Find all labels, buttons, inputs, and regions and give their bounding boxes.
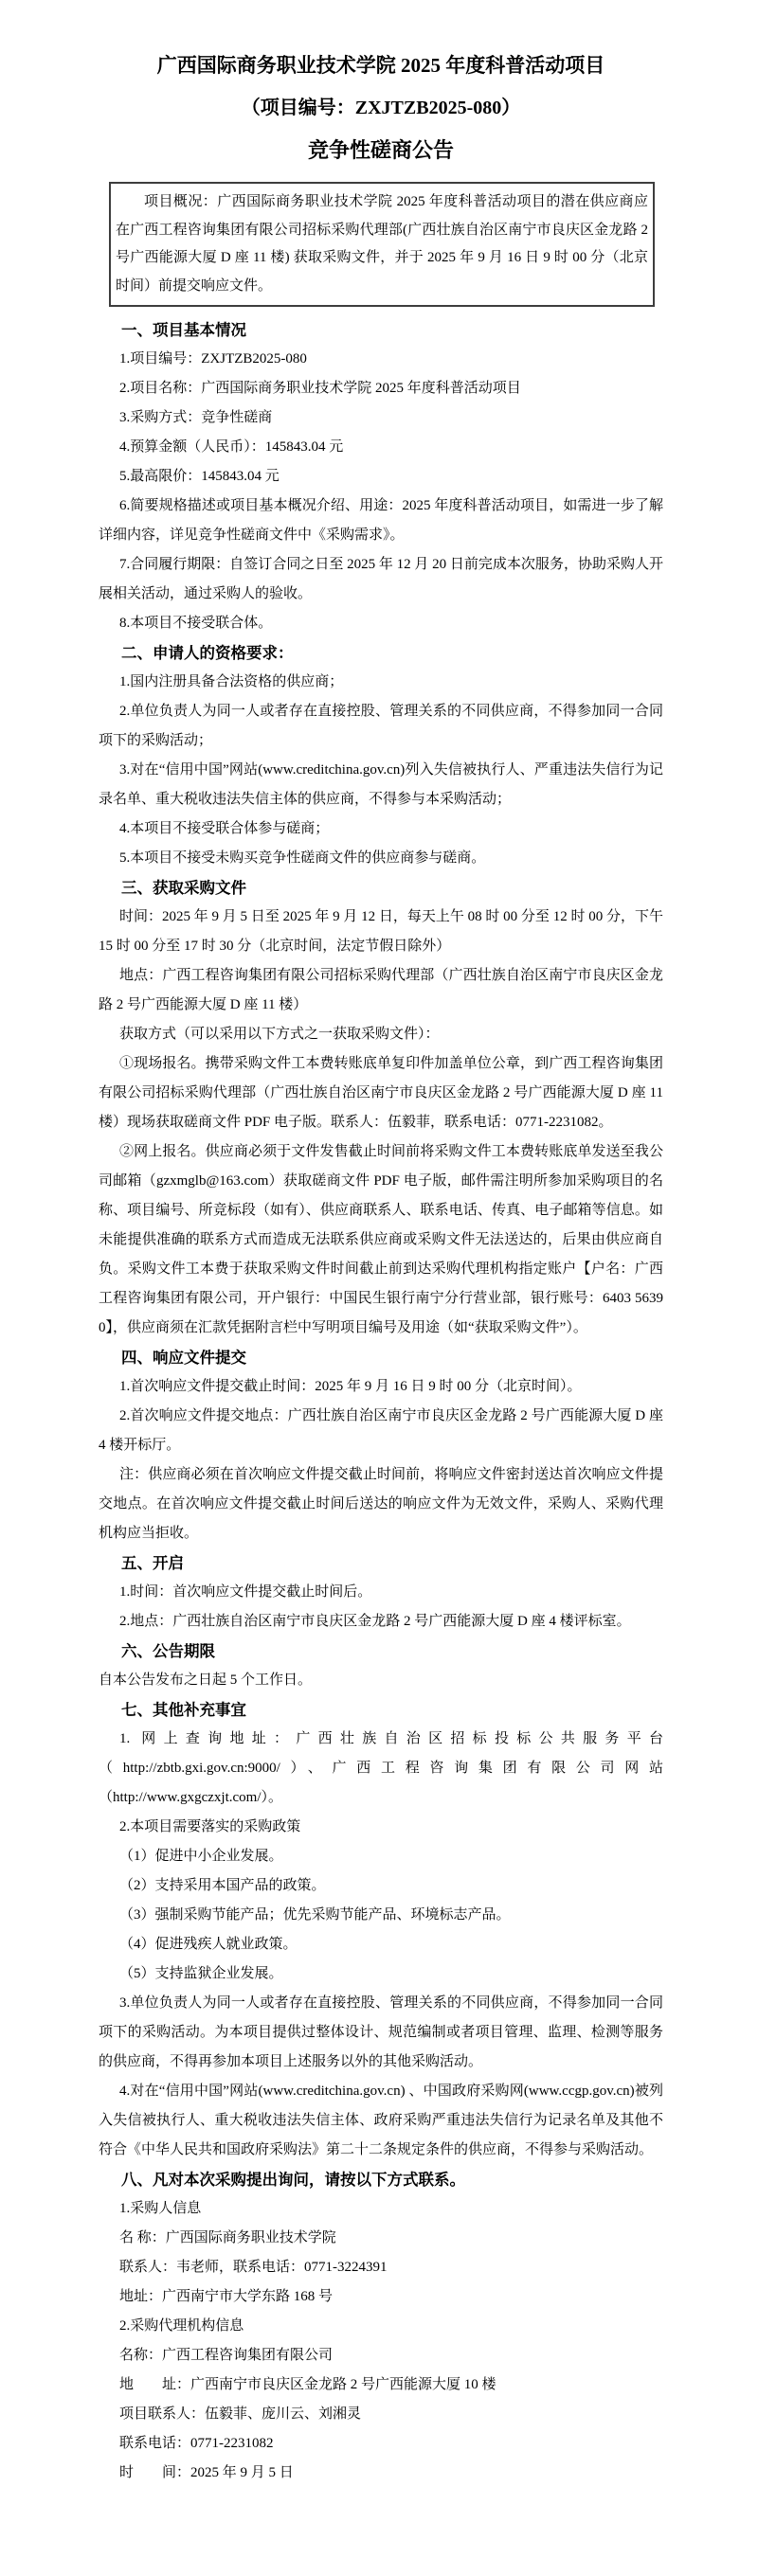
section-heading: 二、申请人的资格要求： (121, 644, 294, 662)
section-heading: 三、获取采购文件 (121, 879, 246, 897)
paragraph: （2）支持采用本国产品的政策。 (119, 1878, 326, 1893)
paragraph: 4.本项目不接受联合体参与磋商； (119, 821, 330, 836)
paragraph: 时间：2025 年 9 月 5 日至 2025 年 9 月 12 日，每天上午 08 时 00 分至 12 时 00 分，下午 15 时 00 分至 17 时 30 分（北京时间，法定节假日除外） (99, 909, 663, 954)
paragraph: 1.项目编号：ZXJTZB2025-080 (119, 351, 307, 367)
paragraph: （5）支持监狱企业发展。 (119, 1966, 283, 1981)
section-other-matters (99, 1695, 663, 2165)
section-heading: 五、开启 (121, 1554, 184, 1572)
section-obtain-documents (99, 873, 663, 1343)
section-opening (99, 1548, 663, 1637)
paragraph: 获取方式（可以采用以下方式之一获取采购文件）： (119, 1027, 440, 1042)
paragraph: 8.本项目不接受联合体。 (119, 616, 273, 631)
paragraph: 1.国内注册具备合法资格的供应商； (119, 674, 344, 689)
section-contact-info (99, 2165, 663, 2488)
paragraph: 4.对在“信用中国”网站(www.creditchina.gov.cn) 、中国政府采购网(www.ccgp.gov.cn)被列入失信被执行人、重大税收违法失信主体、政府采购严重违法失信行为记录名单及其他不符合《中华人民共和国政府采购法》第二十二条规定条件的供应商，不得参与采购活动。 (99, 2084, 663, 2157)
paragraph: 地 址：广西南宁市良庆区金龙路 2 号广西能源大厦 10 楼 (119, 2377, 496, 2392)
paragraph: 4.预算金额（人民币）：145843.04 元 (119, 439, 344, 455)
doc-title: 广西国际商务职业技术学院 2025 年度科普活动项目 (156, 54, 605, 77)
paragraph: 5.本项目不接受未购买竞争性磋商文件的供应商参与磋商。 (119, 850, 486, 866)
paragraph: （3）强制采购节能产品；优先采购节能产品、环境标志产品。 (119, 1907, 511, 1923)
section-response-submission (99, 1343, 663, 1548)
paragraph: （1）促进中小企业发展。 (119, 1849, 283, 1864)
paragraph: 时 间：2025 年 9 月 5 日 (119, 2465, 294, 2480)
project-overview-box: 项目概况：广西国际商务职业技术学院 2025 年度科普活动项目的潜在供应商应在广西工程咨询集团有限公司招标采购代理部(广西壮族自治区南宁市良庆区金龙路 2 号广西能源大厦 D 座 11 楼) 获取采购文件，并于 2025 年 9 月 16 日 9 时 00 分（北京时间）前提交响应文件。 (109, 182, 655, 307)
paragraph: 2.首次响应文件提交地点：广西壮族自治区南宁市良庆区金龙路 2 号广西能源大厦 D 座 4 楼开标厅。 (99, 1408, 663, 1453)
section-heading: 四、响应文件提交 (121, 1349, 246, 1367)
paragraph: 联系人：韦老师，联系电话：0771-3224391 (119, 2260, 388, 2275)
paragraph: 3.对在“信用中国”网站(www.creditchina.gov.cn)列入失信被执行人、严重违法失信行为记录名单、重大税收违法失信主体的供应商，不得参与本采购活动； (99, 762, 663, 807)
paragraph: 名称：广西工程咨询集团有限公司 (119, 2348, 334, 2363)
paragraph: 2.本项目需要落实的采购政策 (119, 1819, 301, 1834)
section-heading: 八、凡对本次采购提出询问，请按以下方式联系。 (121, 2171, 465, 2189)
paragraph: 5.最高限价：145843.04 元 (119, 469, 280, 484)
paragraph: 2.采购代理机构信息 (119, 2318, 244, 2334)
paragraph: 1. 网上查询地址：广西壮族自治区招标投标公共服务平台（http://zbtb.gxi.gov.cn:9000/）、广西工程咨询集团有限公司网站（http://www.gxgczxjt.com/）。 (99, 1731, 663, 1805)
paragraph: 1.时间：首次响应文件提交截止时间后。 (119, 1584, 372, 1600)
doc-project-number: （项目编号：ZXJTZB2025-080） (241, 98, 521, 118)
section-basic-info (99, 315, 663, 638)
paragraph: 6.简要规格描述或项目基本概况介绍、用途：2025 年度科普活动项目，如需进一步了解详细内容，详见竞争性磋商文件中《采购需求》。 (99, 498, 663, 543)
paragraph: 联系电话：0771-2231082 (119, 2436, 274, 2451)
paragraph: （4）促进残疾人就业政策。 (119, 1937, 298, 1952)
paragraph: 2.单位负责人为同一人或者存在直接控股、管理关系的不同供应商，不得参加同一合同项下的采购活动； (99, 704, 663, 748)
paragraph: 2.项目名称：广西国际商务职业技术学院 2025 年度科普活动项目 (119, 381, 521, 396)
paragraph: ②网上报名。供应商必须于文件发售截止时间前将采购文件工本费转账底单发送至我公司邮箱（gzxmglb@163.com）获取磋商文件 PDF 电子版，邮件需注明所参加采购项目的名称、项目编号、所竞标段（如有）、供应商联系人、联系电话、传真、电子邮箱等信息。如未能提供准确的联系方式而造成无法联系供应商或采购文件无法送达的，后果由供应商自负。采购文件工本费于获取采购文件时间截止前到达采购代理机构指定账户【户名：广西工程咨询集团有限公司，开户银行：中国民生银行南宁分行营业部，银行账号：6403 5639 0】，供应商须在汇款凭据附言栏中写明项目编号及用途（如“获取采购文件”）。 (99, 1144, 663, 1335)
paragraph: 地点：广西工程咨询集团有限公司招标采购代理部（广西壮族自治区南宁市良庆区金龙路 2 号广西能源大厦 D 座 11 楼） (99, 968, 663, 1012)
section-heading: 一、项目基本情况 (121, 321, 246, 339)
paragraph: 7.合同履行期限：自签订合同之日至 2025 年 12 月 20 日前完成本次服务，协助采购人开展相关活动，通过采购人的验收。 (99, 557, 663, 601)
section-announcement-period (99, 1637, 663, 1695)
paragraph: 地址：广西南宁市大学东路 168 号 (119, 2289, 334, 2304)
paragraph: 注：供应商必须在首次响应文件提交截止时间前，将响应文件密封送达首次响应文件提交地点。在首次响应文件提交截止时间后送达的响应文件为无效文件，采购人、采购代理机构应当拒收。 (99, 1467, 663, 1541)
section-heading: 七、其他补充事宜 (121, 1701, 246, 1719)
paragraph: 自本公告发布之日起 5 个工作日。 (99, 1673, 313, 1688)
paragraph: 3.单位负责人为同一人或者存在直接控股、管理关系的不同供应商，不得参加同一合同项下的采购活动。为本项目提供过整体设计、规范编制或者项目管理、监理、检测等服务的供应商，不得再参加本项目上述服务以外的其他采购活动。 (99, 1995, 663, 2069)
paragraph: 1.采购人信息 (119, 2201, 202, 2216)
doc-announcement-type: 竞争性磋商公告 (307, 138, 454, 162)
paragraph: 3.采购方式：竞争性磋商 (119, 410, 273, 425)
paragraph: 1.首次响应文件提交截止时间：2025 年 9 月 16 日 9 时 00 分（北京时间）。 (119, 1379, 582, 1394)
paragraph: 2.地点：广西壮族自治区南宁市良庆区金龙路 2 号广西能源大厦 D 座 4 楼评标室。 (119, 1614, 631, 1629)
section-heading: 六、公告期限 (121, 1642, 215, 1660)
paragraph: 项目联系人：伍毅菲、庞川云、刘湘灵 (119, 2406, 362, 2422)
section-applicant-qualifications (99, 638, 663, 873)
paragraph: 名 称：广西国际商务职业技术学院 (119, 2230, 336, 2245)
paragraph: ①现场报名。携带采购文件工本费转账底单复印件加盖单位公章，到广西工程咨询集团有限公司招标采购代理部（广西壮族自治区南宁市良庆区金龙路 2 号广西能源大厦 D 座 11 楼）现场获取磋商文件 PDF 电子版。联系人：伍毅菲，联系电话：0771-2231082。 (99, 1056, 663, 1130)
